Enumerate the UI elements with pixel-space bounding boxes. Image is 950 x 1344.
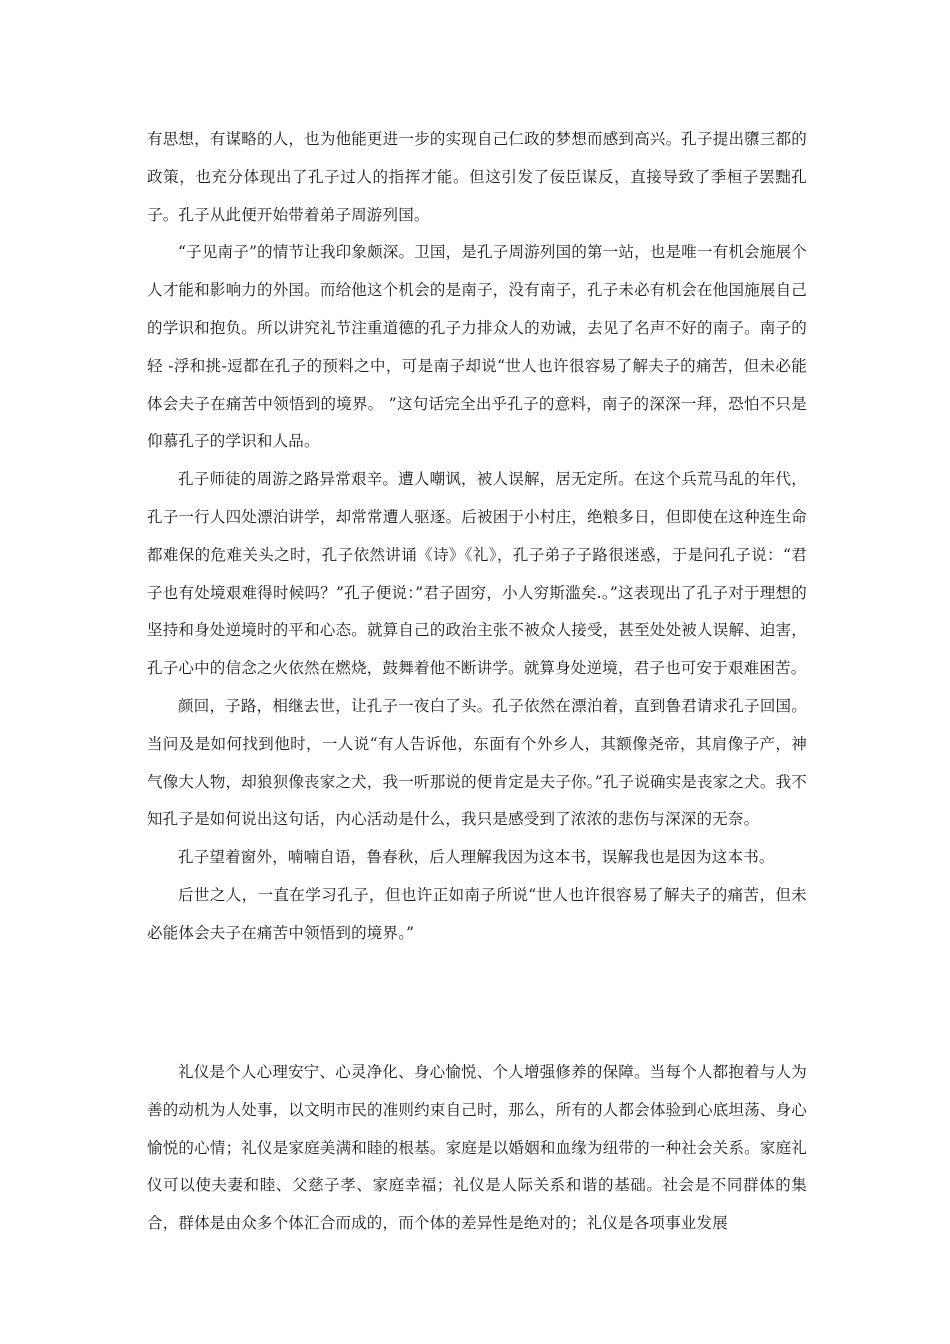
paragraph-4: 颜回，子路，相继去世，让孔子一夜白了头。孔子依然在漂泊着，直到鲁君请求孔子回国。当问及是如何找到他时，一人说“有人告诉他，东面有个外乡人，其额像尧帝，其肩像子产，神气像大人物，却狼狈像丧家之犬，我一听那说的便肯定是夫子你。”孔子说确实是丧家之犬。我不知孔子是如何说出这句话，内心活动是什么，我只是感受到了浓浓的悲伤与深深的无奈。 <box>147 696 807 829</box>
paragraph-2: “子见南子”的情节让我印象颇深。卫国，是孔子周游列国的第一站，也是唯一有机会施展个人才能和影响力的外国。而给他这个机会的是南子，没有南子，孔子未必有机会在他国施展自己的学识和抱负。所以讲究礼节注重道德的孔子力排众人的劝诫，去见了名声不好的南子。南子的轻 -浮和挑-逗都在孔子的预料之中，可是南子却说“世人也许很容易了解夫子的痛苦，但未必能体会夫子在痛苦中领悟到的境界。 ”这句话完全出乎孔子的意料，南子的深深一拜，恐怕不只是仰慕孔子的学识和人品。 <box>147 243 807 451</box>
paragraph-6: 后世之人，一直在学习孔子，但也许正如南子所说“世人也许很容易了解夫子的痛苦，但未必能体会夫子在痛苦中领悟到的境界。” <box>147 885 807 942</box>
article-section-2 <box>147 1054 807 1243</box>
paragraph-1: 有思想，有谋略的人，也为他能更进一步的实现自己仁政的梦想而感到高兴。孔子提出隳三都的政策，也充分体现出了孔子过人的指挥才能。但这引发了佞臣谋反，直接导致了季桓子罢黜孔子。孔子从此便开始带着弟子周游列国。 <box>147 130 807 224</box>
article-section-1 <box>147 121 807 953</box>
paragraph-3: 孔子师徒的周游之路异常艰辛。遭人嘲讽，被人误解，居无定所。在这个兵荒马乱的年代，孔子一行人四处漂泊讲学，却常常遭人驱逐。后被困于小村庄，绝粮多日，但即使在这种连生命都难保的危难关头之时，孔子依然讲诵《诗》《礼》，孔子弟子子路很迷惑，于是问孔子说：“君子也有处境艰难得时候吗？”孔子便说：”君子固穷，小人穷斯滥矣.。”这表现出了孔子对于理想的坚持和身处逆境时的平和心态。就算自己的政治主张不被众人接受，甚至处处被人误解、迫害，孔子心中的信念之火依然在燃烧，鼓舞着他不断讲学。就算身处逆境，君子也可安于艰难困苦。 <box>147 470 807 678</box>
paragraph-7: 礼仪是个人心理安宁、心灵净化、身心愉悦、个人增强修养的保障。当每个人都抱着与人为善的动机为人处事，以文明市民的准则约束自己时，那么，所有的人都会体验到心底坦荡、身心愉悦的心情；礼仪是家庭美满和睦的根基。家庭是以婚姻和血缘为纽带的一种社会关系。家庭礼仪可以使夫妻和睦、父慈子孝、家庭幸福；礼仪是人际关系和谐的基础。社会是不同群体的集合，群体是由众多个体汇合而成的，而个体的差异性是绝对的；礼仪是各项事业发展 <box>147 1063 807 1233</box>
paragraph-5: 孔子望着窗外，喃喃自语，鲁春秋，后人理解我因为这本书，误解我也是因为这本书。 <box>178 848 775 867</box>
